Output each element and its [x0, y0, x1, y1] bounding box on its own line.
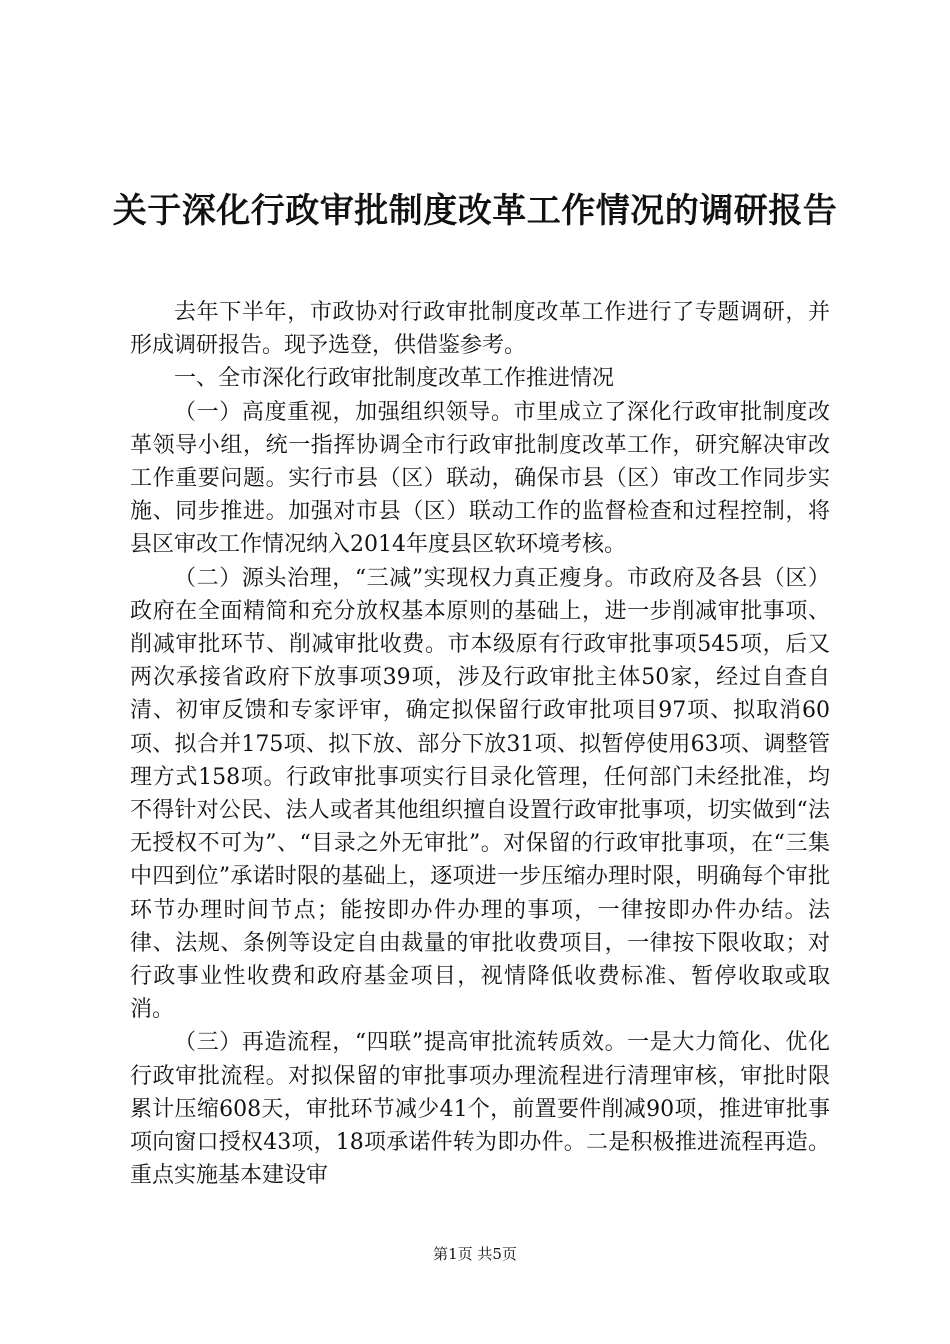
document-title: 关于深化行政审批制度改革工作情况的调研报告: [112, 191, 838, 231]
paragraph-process-reengineering: （三）再造流程，“四联”提高审批流转质效。一是大力简化、优化行政审批流程。对拟保留的审批事项办理流程进行清理审核，审批时限累计压缩608天，审批环节减少41个，前置要件削减90项，推进审批事项向窗口授权43项，18项承诺件转为即办件。二是积极推进流程再造。重点实施基本建设审: [130, 1030, 830, 1189]
paragraph-intro: 去年下半年，市政协对行政审批制度改革工作进行了专题调研，并形成调研报告。现予选登，供借鉴参考。: [130, 300, 830, 359]
section-heading-1: 一、全市深化行政审批制度改革工作推进情况: [174, 366, 615, 392]
paragraph-source-governance: （二）源头治理，“三减”实现权力真正瘦身。市政府及各县（区）政府在全面精简和充分放权基本原则的基础上，进一步削减审批事项、削减审批环节、削减审批收费。市本级原有行政审批事项545项，后又两次承接省政府下放事项39项，涉及行政审批主体50家，经过自查自清、初审反馈和专家评审，确定拟保留行政审批项目97项、拟取消60项、拟合并175项、拟下放、部分下放31项、拟暂停使用63项、调整管理方式158项。行政审批事项实行目录化管理，任何部门未经批准，均不得针对公民、法人或者其他组织擅自设置行政审批事项，切实做到“法无授权不可为”、“目录之外无审批”。对保留的行政审批事项，在“三集中四到位”承诺时限的基础上，逐项进一步压缩办理时限，明确每个审批环节办理时间节点；能按即办件办理的事项，一律按即办件办结。法律、法规、条例等设定自由裁量的审批收费项目，一律按下限收取；对行政事业性收费和政府基金项目，视情降低收费标准、暂停收取或取消。: [130, 565, 830, 1023]
paragraph-organization: （一）高度重视，加强组织领导。市里成立了深化行政审批制度改革领导小组，统一指挥协调全市行政审批制度改革工作，研究解决审改工作重要问题。实行市县（区）联动，确保市县（区）审改工作同步实施、同步推进。加强对市县（区）联动工作的监督检查和过程控制，将县区审改工作情况纳入2014年度县区软环境考核。: [130, 399, 830, 558]
page-footer: 第1页 共5页: [433, 1245, 517, 1263]
document-body: [130, 296, 830, 1192]
